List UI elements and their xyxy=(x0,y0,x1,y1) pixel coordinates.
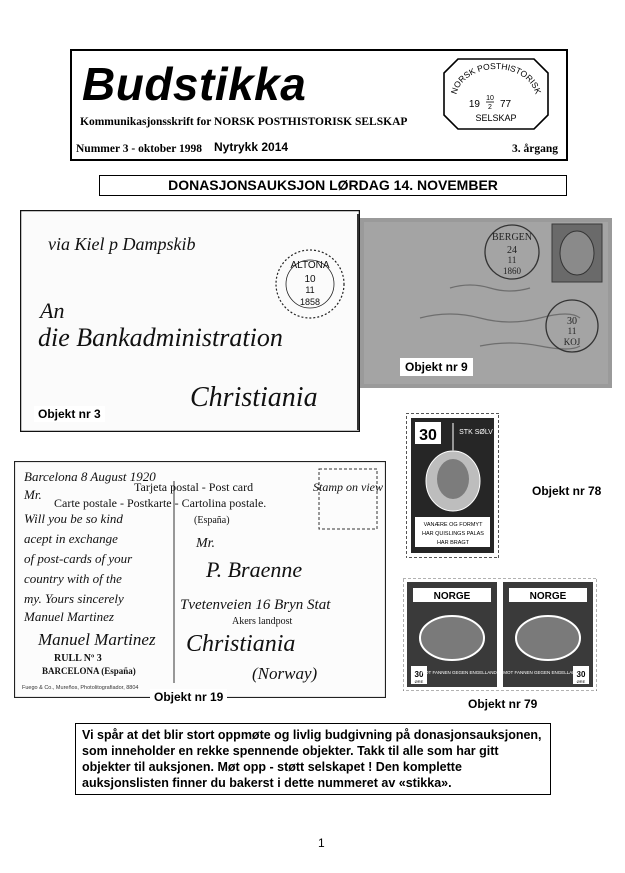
postcard-left-4: of post-cards of your xyxy=(24,551,133,566)
cover-objekt-3 xyxy=(20,210,360,432)
cover9-postmark-town: BERGEN xyxy=(492,232,532,243)
postcard-header-3: (España) xyxy=(194,515,230,526)
postmark-month-den: 2 xyxy=(488,104,492,111)
caption-objekt-79: Objekt nr 79 xyxy=(464,696,541,712)
svg-text:NORSK POSTHISTORISK xyxy=(449,61,544,96)
auction-headline: DONASJONSAUKSJON LØRDAG 14. NOVEMBER xyxy=(99,175,567,196)
postcard-left-5: country with of the xyxy=(24,571,122,586)
stamp78-topright: STK SØLV xyxy=(459,429,493,436)
postmark-bottom: SELSKAP xyxy=(475,113,517,123)
postcard-signature: Manuel Martinez xyxy=(38,630,156,649)
cover3-postmark-day: 10 xyxy=(304,274,316,285)
stamp78-line1: VANÆRE OG FORMYT xyxy=(423,522,483,528)
stamp79a-country: NORGE xyxy=(433,591,471,602)
cover3-an: An xyxy=(40,298,65,323)
cover3-addressee: die Bankadministration xyxy=(38,323,283,352)
postcard-objekt-19 xyxy=(14,461,386,704)
newsletter-subtitle: Kommunikasjonsskrift for NORSK POSTHISTORISK SELSKAP xyxy=(80,116,408,128)
postcard-left-1: Mr. xyxy=(24,487,42,502)
postmark-year: 77 xyxy=(500,99,512,110)
cover9-postmark2-day: 30 xyxy=(567,316,577,327)
postcard-stamp-box: Stamp on view xyxy=(313,480,383,494)
postcard-address-5: (Norway) xyxy=(252,664,318,683)
cover3-city: Christiania xyxy=(190,382,318,413)
stamps-objekt-79 xyxy=(403,578,597,691)
stamp78-line3: HAR BRAGT xyxy=(436,540,470,546)
stamp79a-legend: MOT FANNEN GEGEN ENGELLAND xyxy=(421,670,497,675)
postmark-day: 19 xyxy=(468,99,480,110)
postcard-address-3: Akers landpost xyxy=(232,616,293,627)
cover-image xyxy=(20,210,360,432)
stamp79b-value: 30 xyxy=(576,670,586,679)
cover3-routing: via Kiel p Dampskib xyxy=(48,234,196,254)
cover9-postmark2-suffix: KOJ xyxy=(563,337,581,347)
newsletter-title: Budstikka xyxy=(82,58,307,110)
cover3-postmark-year: 1858 xyxy=(299,297,321,307)
postmark-month-num: 10 xyxy=(486,95,494,102)
society-postmark-icon xyxy=(442,57,550,131)
stamp-pair-image xyxy=(403,578,597,691)
postcard-left-6: my. Yours sincerely xyxy=(24,591,124,606)
stamp79b-legend: MOT FANNEN GEGEN ENGELLAND xyxy=(503,670,579,675)
cover3-postmark-town: ALTONA xyxy=(290,260,330,271)
postcard-address-1: P. Braenne xyxy=(206,557,303,582)
postcard-address-4: Christiania xyxy=(186,631,296,657)
stamp78-value: 30 xyxy=(419,427,437,444)
caption-objekt-78: Objekt nr 78 xyxy=(528,483,605,499)
postcard-image xyxy=(14,461,386,698)
volume-label: 3. årgang xyxy=(512,143,558,155)
caption-objekt-19: Objekt nr 19 xyxy=(150,689,227,705)
caption-objekt-3: Objekt nr 3 xyxy=(34,406,105,422)
postcard-left-3: acept in exchange xyxy=(24,531,118,546)
reprint-label: Nytrykk 2014 xyxy=(214,140,289,154)
cover-image xyxy=(360,218,612,388)
postcard-left-0: Barcelona 8 August 1920 xyxy=(24,469,156,484)
auction-notice: Vi spår at det blir stort oppmøte og livlig budgivning på donasjonsauksjonen, som inneholder en rekke spennende objekter. Takk til alle som har gitt objekter til auksjonen. Møt opp - støtt selskapet ! Den komplette auksjonslisten finner du bakerst i dette nummeret av «stikka». xyxy=(75,723,551,795)
stamp79a-value: 30 xyxy=(414,670,424,679)
cover9-postmark-day: 24 xyxy=(507,245,517,256)
cover9-postmark2-month: 11 xyxy=(567,326,577,336)
postcard-left-7: Manuel Martinez xyxy=(24,609,114,624)
postcard-left-2: Will you be so kind xyxy=(24,511,123,526)
stamp79b-ore: ØRE xyxy=(576,679,586,684)
stamp79a-ore: ØRE xyxy=(414,679,424,684)
postmark-ring-text: NORSK POSTHISTORISK xyxy=(448,60,544,96)
cover9-postmark-year: 1860 xyxy=(503,266,521,276)
caption-objekt-9: Objekt nr 9 xyxy=(400,358,473,376)
postcard-small-stamp-2: BARCELONA (España) xyxy=(42,666,136,676)
page-number: 1 xyxy=(318,836,325,850)
postcard-small-stamp-1: RULL Nº 3 xyxy=(54,653,102,664)
postcard-address-0: Mr. xyxy=(196,536,216,551)
stamp79b-country: NORGE xyxy=(529,591,567,602)
postcard-address-2: Tvetenveien 16 Bryn Stat xyxy=(180,597,331,613)
issue-number: Nummer 3 - oktober 1998 xyxy=(76,143,203,155)
stamp-image xyxy=(406,413,499,558)
stamp-objekt-78 xyxy=(406,413,499,558)
postcard-header-1: Tarjeta postal - Post card xyxy=(134,480,254,494)
masthead xyxy=(70,49,568,161)
cover-objekt-9 xyxy=(360,218,612,388)
postcard-header-2: Carte postale - Postkarte - Cartolina postale. xyxy=(54,496,267,510)
cover3-postmark-month: 11 xyxy=(305,285,315,295)
postcard-printer-line: Fuego & Co., Mureños, Photolitografiador, 8804 xyxy=(22,685,139,691)
cover9-postmark-month: 11 xyxy=(507,255,517,265)
stamp78-line2: HAR QUISLINGS PALAS xyxy=(422,531,484,537)
